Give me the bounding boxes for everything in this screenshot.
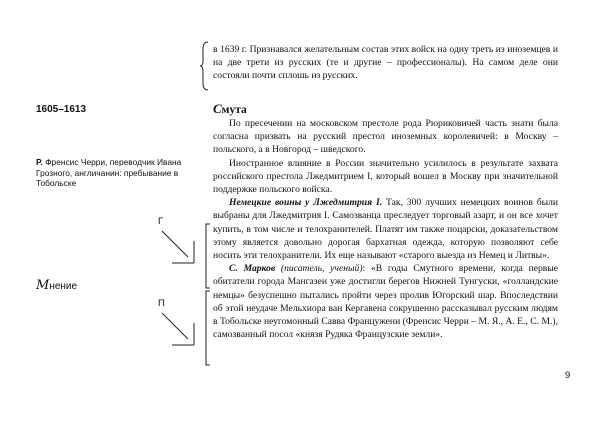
bracket-decoration — [205, 290, 211, 366]
opinion-initial: М — [36, 278, 50, 293]
years-label: 1605–1613 — [36, 104, 87, 115]
mark-p-label: П — [158, 298, 165, 309]
main-text — [213, 117, 558, 341]
brace-decoration — [200, 41, 210, 91]
paragraph — [213, 262, 558, 341]
paragraph-text: Так, 300 лучших немецких воинов были выбраны для Лжедмитрия I. Самозванца преследует торговый азарт, и он все хочет купить, в том числе и телохранителей. Платят им также поцарски, доказательством этому является довольно дорогая бархатная одежда, которую позволяют себе носить эти телохранители. Их еще называют «старого выезда из Немец и Литвы». — [213, 197, 558, 262]
section-title-initial: С — [213, 101, 222, 116]
paragraph — [213, 196, 558, 262]
paragraph: Иностранное влияние в России значительно усилилось в результате захвата российского престола Лжедмитрием I, который вошел в Москву при значительной поддержке польского войска. — [213, 157, 558, 196]
top-paragraph: в 1639 г. Признавался желательным состав этих войск на одну треть из иноземцев и на две трети из русских (те и другие – профессионалы). На самом деле они состояли почти сплошь из русских. — [213, 44, 558, 82]
bracket-decoration — [205, 223, 211, 289]
paragraph-heading: Немецкие воины у Лжедмитрия I. — [229, 197, 383, 209]
margin-note-text: Френсис Черри, переводчик Ивана Грозного, англичанин: пребывание в Тобольске — [36, 157, 182, 189]
quote-author: С. Марков — [229, 263, 276, 275]
opinion-label — [36, 278, 77, 293]
margin-note-letter: P. — [36, 157, 43, 167]
margin-note — [36, 157, 201, 189]
corner-arrow-icon — [160, 229, 196, 265]
quote-author-role: (писатель, ученый) — [275, 263, 363, 275]
section-title-rest: мута — [221, 104, 247, 116]
page-number: 9 — [565, 370, 571, 381]
corner-arrow-icon — [160, 311, 196, 347]
mark-g-label: Г — [158, 216, 164, 227]
section-title — [213, 101, 247, 117]
quote-text: : «В годы Смутного времени, когда первые обитатели города Мангазеи уже достигли берегов Нижней Тунгуски, «голландские немцы» безуспешно пытались пройти через пролив Югорский шар. Впоследствии об этой неудаче Мельхиора ван Кергавена сокрушенно рассказывал русским людям в Тобольске неугомонный Савва Францужени (Френсис Черри – М. Я., А. Е., С. М.), самозванный посол «князя Рудяка Французские земли». — [213, 263, 558, 341]
paragraph: По пресечении на московском престоле рода Рюриковичей часть знати была согласна призвать на русский престол иноземных королевичей: в Москву – польского, а в Новгород – шведского. — [213, 118, 558, 156]
opinion-rest: нение — [49, 281, 78, 292]
